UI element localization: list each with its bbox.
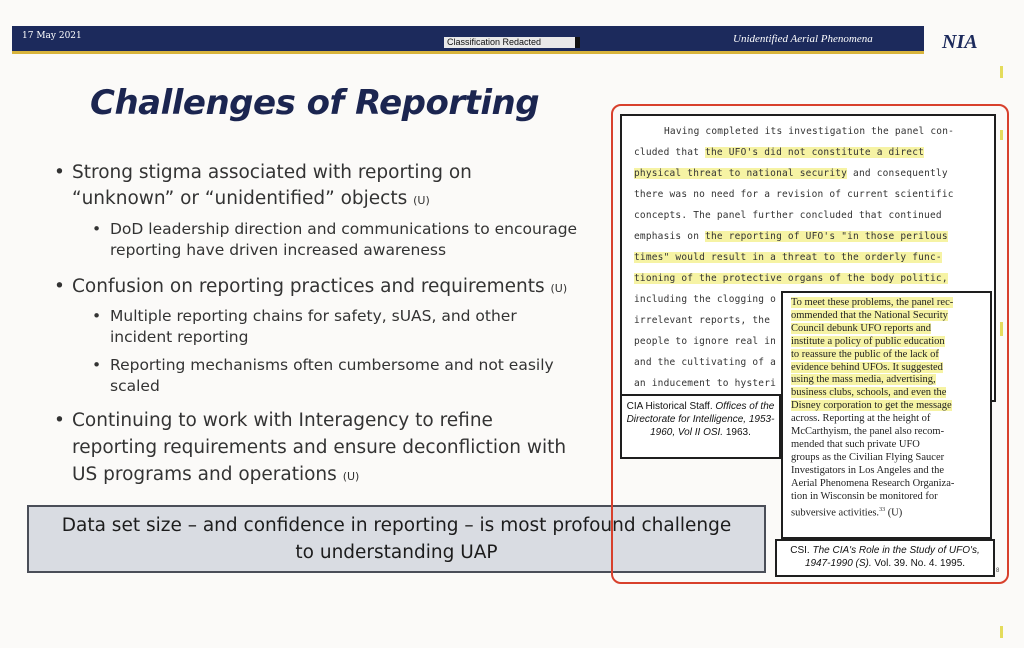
doc1-line: people to ignore real in [634, 336, 777, 347]
doc1-line: irrelevant reports, the [634, 315, 771, 326]
bullet-confusion: • Confusion on reporting practices and requirements (U) [54, 276, 568, 297]
subbullet-chains: • Multiple reporting chains for safety, sUAS, and other [92, 307, 517, 325]
margin-mark [1000, 626, 1003, 638]
doc2-line: McCarthyism, the panel also recom- [791, 426, 945, 438]
doc2-line: to reassure the public of the lack of [791, 348, 939, 360]
doc2-line: subversive activities.$^{33}$ (U) [791, 506, 903, 518]
doc1-line: emphasis on the reporting of UFO's "in those perilous [634, 231, 948, 242]
header-topic: Unidentified Aerial Phenomena [733, 33, 873, 45]
classification-label: Classification Redacted [444, 37, 580, 48]
slide-title: Challenges of Reporting [90, 83, 540, 123]
doc1-line: Having completed its investigation the panel con- [664, 126, 955, 137]
bullet-interagency-cont: reporting requirements and ensure deconfliction with [72, 437, 567, 458]
doc2-line: across. Reporting at the height of [791, 413, 931, 425]
bullet-interagency: • Continuing to work with Interagency to refine [54, 410, 493, 431]
nia-logo: NIA [942, 31, 978, 53]
margin-mark [1000, 66, 1003, 78]
caption-1: CIA Historical Staff. Offices of the Directorate for Intelligence, 1953-1960, Vol II OSI. 1963. [626, 401, 775, 438]
bullet-stigma-cont: “unknown” or “unidentified” objects (U) [72, 188, 430, 209]
caption-2: CSI. The CIA's Role in the Study of UFO's, 1947-1990 (S). Vol. 39. No. 4. 1995. [790, 545, 980, 569]
doc1-line: an inducement to hysteri [634, 378, 777, 389]
bullet-stigma: • Strong stigma associated with reporting on [54, 162, 472, 183]
footnote-ref: 33 [879, 506, 886, 513]
subbullet-chains-cont: incident reporting [110, 328, 249, 346]
doc1-line: there was no need for a revision of current scientific [634, 189, 954, 200]
doc2-line: groups as the Civilian Flying Saucer [791, 451, 945, 463]
doc1-line: cluded that the UFO's did not constitute a direct [634, 147, 925, 158]
doc2-line: To meet these problems, the panel rec- [791, 297, 954, 308]
doc1-line: tioning of the protective organs of the body politic, [634, 273, 948, 284]
header-date: 17 May 2021 [22, 31, 82, 41]
doc2-line: ommended that the National Security [791, 309, 948, 321]
subbullet-dod: • DoD leadership direction and communications to encourage [92, 220, 578, 238]
doc2-line: mended that such private UFO [791, 438, 920, 450]
doc2-line: Aerial Phenomena Research Organiza- [791, 477, 955, 489]
subbullet-mechanisms: • Reporting mechanisms often cumbersome and not easily [92, 356, 554, 374]
subbullet-dod-cont: reporting have driven increased awareness [110, 241, 447, 259]
doc1-line: including the clogging o [634, 294, 777, 305]
subbullet-mechanisms-cont: scaled [110, 377, 160, 395]
doc1-line: times" would result in a threat to the orderly func- [634, 252, 942, 263]
callout-text: Data set size – and confidence in reporting – is most profound challenge to understanding UAP [61, 515, 732, 563]
doc2-line: tion in Wisconsin be monitored for [791, 490, 938, 502]
doc2-line: institute a policy of public education [791, 335, 945, 347]
doc2-line: Council debunk UFO reports and [791, 322, 931, 334]
header-rule [12, 51, 924, 54]
doc2-line: business clubs, schools, and even the [791, 387, 947, 399]
doc2-line: evidence behind UFOs. It suggested [791, 361, 943, 373]
doc2-line: using the mass media, advertising, [791, 374, 936, 386]
doc1-line: and the cultivating of a [634, 357, 777, 368]
document-excerpt-2 [781, 291, 992, 539]
page-number: 8 [996, 568, 1000, 574]
doc1-line: concepts. The panel further concluded that continued [634, 210, 942, 221]
doc1-line: physical threat to national security and consequently [634, 168, 948, 179]
doc2-line: Disney corporation to get the message [791, 400, 952, 412]
doc2-line: Investigators in Los Angeles and the [791, 464, 945, 476]
bullet-interagency-cont2: US programs and operations (U) [72, 464, 360, 485]
